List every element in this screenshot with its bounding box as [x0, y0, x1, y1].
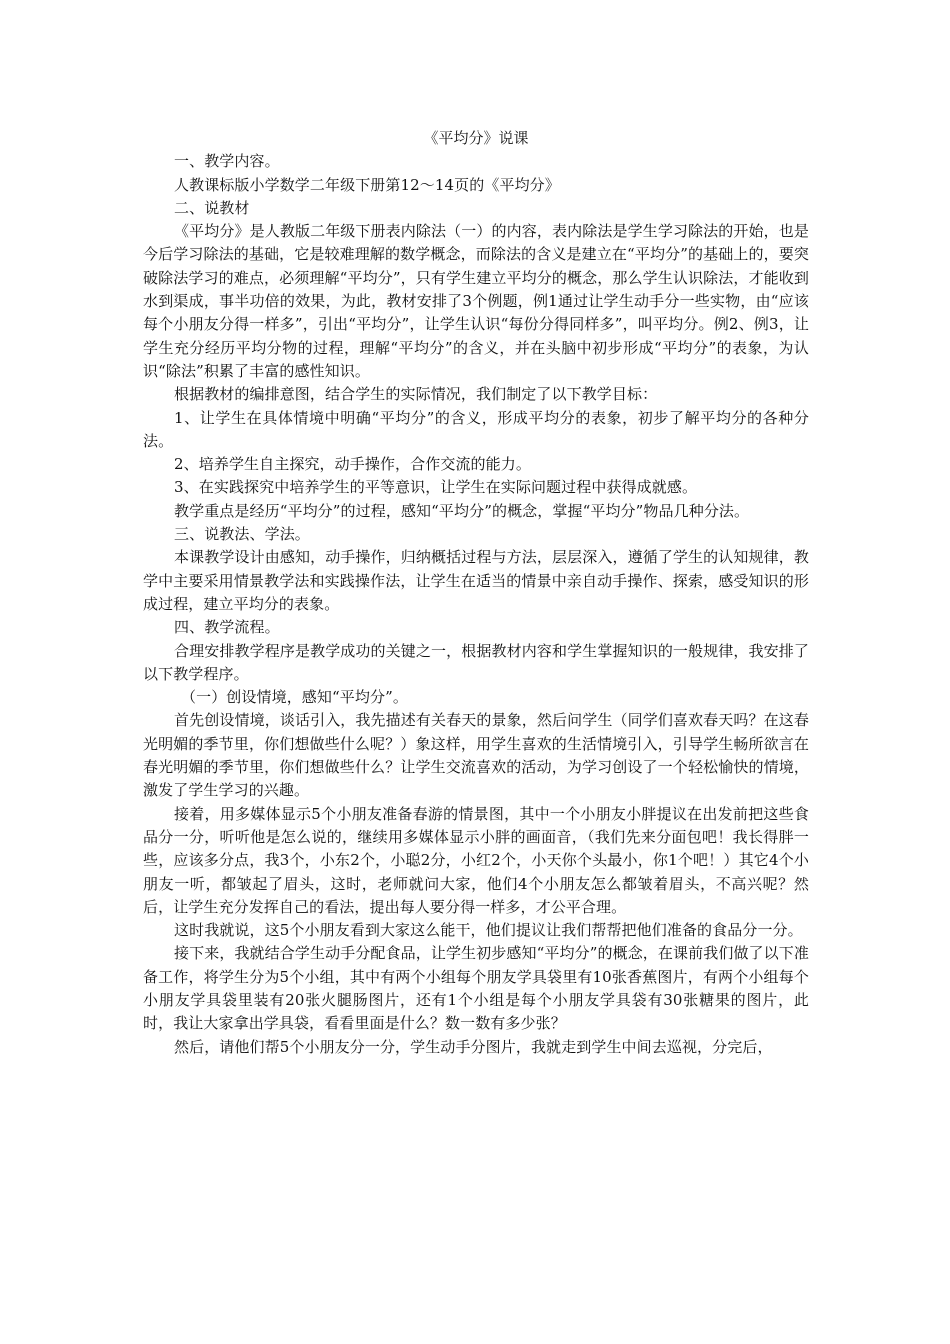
- document-page: [143, 127, 809, 1059]
- section-heading-content: 一、教学内容。: [174, 152, 280, 171]
- section-heading-methods: 三、说教法、学法。: [174, 525, 310, 544]
- paragraph: 本课教学设计由感知，动手操作，归纳概括过程与方法，层层深入，遵循了学生的认知规律，教学中主要采用情景教学法和实践操作法，让学生在适当的情景中亲自动手操作、探索，感受知识的形成过程，建立平均分的表象。: [143, 548, 809, 613]
- paragraph: 根据教材的编排意图，结合学生的实际情况，我们制定了以下教学目标：: [174, 385, 658, 404]
- section-heading-process: 四、教学流程。: [174, 618, 280, 637]
- section-heading-textbook: 二、说教材: [174, 198, 250, 217]
- paragraph: 接下来，我就结合学生动手分配食品，让学生初步感知“平均分”的概念，在课前我们做了以下准备工作，将学生分为5个小组，其中有两个小组每个朋友学具袋里有10张香蕉图片，有两个小组每个小朋友学具袋里装有20张火腿肠图片，还有1个小组是每个小朋友学具袋有30张糖果的图片，此时，我让大家拿出学具袋，看看里面是什么？数一数有多少张？: [143, 944, 809, 1033]
- subsection-heading: （一）创设情境，感知“平均分”。: [181, 688, 408, 707]
- paragraph: 接着，用多媒体显示5个小朋友准备春游的情景图，其中一个小朋友小胖提议在出发前把这些食品分一分，听听他是怎么说的，继续用多媒体显示小胖的画面音，（我们先来分面包吧！我长得胖一些，应该多分点，我3个，小东2个，小聪2分，小红2个，小天你个头最小，你1个吧！）其它4个小朋友一听，都皱起了眉头，这时，老师就问大家，他们4个小朋友怎么都皱着眉头，不高兴呢？然后，让学生充分发挥自己的看法，提出每人要分得一样多，才公平合理。: [143, 804, 809, 916]
- goal-item: 1、让学生在具体情境中明确“平均分”的含义，形成平均分的表象，初步了解平均分的各种分法。: [143, 408, 809, 450]
- document-title: 《平均分》说课: [423, 129, 529, 147]
- paragraph: 合理安排教学程序是教学成功的关键之一，根据教材内容和学生掌握知识的一般规律，我安排了以下教学程序。: [143, 641, 809, 683]
- paragraph: 这时我就说，这5个小朋友看到大家这么能干，他们提议让我们帮帮把他们准备的食品分一分。: [174, 921, 803, 940]
- goal-item: 2、培养学生自主探究，动手操作，合作交流的能力。: [174, 455, 531, 474]
- paragraph: 人教课标版小学数学二年级下册第12～14页的《平均分》: [174, 175, 560, 194]
- goal-item: 3、在实践探究中培养学生的平等意识，让学生在实际问题过程中获得成就感。: [174, 478, 698, 497]
- paragraph: 首先创设情境，谈话引入，我先描述有关春天的景象，然后问学生（同学们喜欢春天吗？在这春光明媚的季节里，你们想做些什么呢？）象这样，用学生喜欢的生活情境引入，引导学生畅所欲言在春光明媚的季节里，你们想做些什么？让学生交流喜欢的活动，为学习创设了一个轻松愉快的情境，激发了学生学习的兴趣。: [143, 711, 809, 800]
- paragraph: 《平均分》是人教版二年级下册表内除法（一）的内容，表内除法是学生学习除法的开始，也是今后学习除法的基础，它是较难理解的数学概念，而除法的含义是建立在“平均分”的基础上的，要突破除法学习的难点，必须理解“平均分”，只有学生建立平均分的概念，那么学生认识除法，才能收到水到渠成，事半功倍的效果，为此，教材安排了3个例题，例1通过让学生动手分一些实物，由“应该每个小朋友分得一样多”，引出“平均分”，让学生认识“每份分得同样多”，叫平均分。例2、例3，让学生充分经历平均分物的过程，理解“平均分”的含义，并在头脑中初步形成“平均分”的表象，为认识“除法”积累了丰富的感性知识。: [143, 222, 809, 380]
- paragraph: 然后，请他们帮5个小朋友分一分，学生动手分图片，我就走到学生中间去巡视，分完后，: [174, 1037, 773, 1056]
- paragraph: 教学重点是经历“平均分”的过程，感知“平均分”的概念，掌握“平均分”物品几种分法。: [174, 501, 750, 520]
